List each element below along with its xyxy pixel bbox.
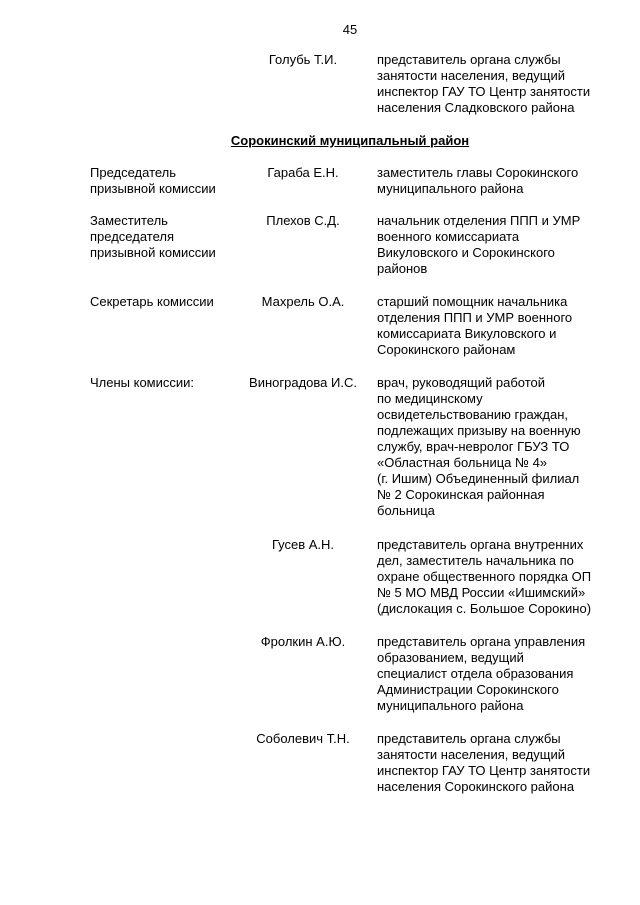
member-description: представитель органа управления образованием, ведущий специалист отдела образования Администрации Сорокинского муниципального района — [377, 634, 586, 713]
member-name: Махрель О.А. — [261, 294, 345, 309]
page-number: 45 — [342, 22, 358, 37]
member-description: старший помощник начальника отделения ППП и УМР военного комиссариата Викуловского и Сорокинского районам — [377, 294, 573, 357]
member-name: Голубь Т.И. — [268, 52, 338, 67]
member-description: представитель органа службы занятости населения, ведущий инспектор ГАУ ТО Центр занятости населения Сорокинского района — [377, 731, 591, 794]
member-name: Фролкин А.Ю. — [260, 634, 346, 649]
commission-member-entry — [0, 213, 640, 276]
member-name: Гараба Е.Н. — [267, 165, 339, 180]
member-description: заместитель главы Сорокинского муниципального района — [377, 165, 579, 196]
member-description: представитель органа службы занятости населения, ведущий инспектор ГАУ ТО Центр занятости населения Сладковского района — [377, 52, 591, 115]
member-description: начальник отделения ППП и УМР военного комиссариата Викуловского и Сорокинского районов — [377, 213, 581, 276]
member-role: Заместитель председателя призывной комиссии — [90, 213, 216, 260]
member-description: врач, руководящий работой по медицинскому освидетельствованию граждан, подлежащих призыву на военную службу, врач-невролог ГБУЗ ТО «Областная больница № 4» (г. Ишим) Объединенный филиал № 2 Сорокинская районная больница — [377, 375, 581, 518]
commission-member-entry — [0, 731, 640, 794]
commission-member-entry — [0, 52, 640, 115]
member-role: Председатель призывной комиссии — [90, 165, 216, 196]
section-title: Сорокинский муниципальный район — [230, 133, 470, 148]
member-name: Виноградова И.С. — [249, 375, 357, 390]
commission-member-entry — [0, 537, 640, 616]
commission-member-entry — [0, 634, 640, 713]
member-role: Члены комиссии: — [90, 375, 195, 390]
commission-member-entry — [0, 294, 640, 357]
commission-member-entry — [0, 165, 640, 196]
member-name: Плехов С.Д. — [266, 213, 340, 228]
member-name: Соболевич Т.Н. — [256, 731, 350, 746]
member-role: Секретарь комиссии — [90, 294, 214, 309]
member-name: Гусев А.Н. — [271, 537, 335, 552]
member-description: представитель органа внутренних дел, заместитель начальника по охране общественного порядка ОП № 5 МО МВД России «Ишимский» (дислокация с. Большое Сорокино) — [377, 537, 592, 616]
commission-member-entry — [0, 375, 640, 518]
